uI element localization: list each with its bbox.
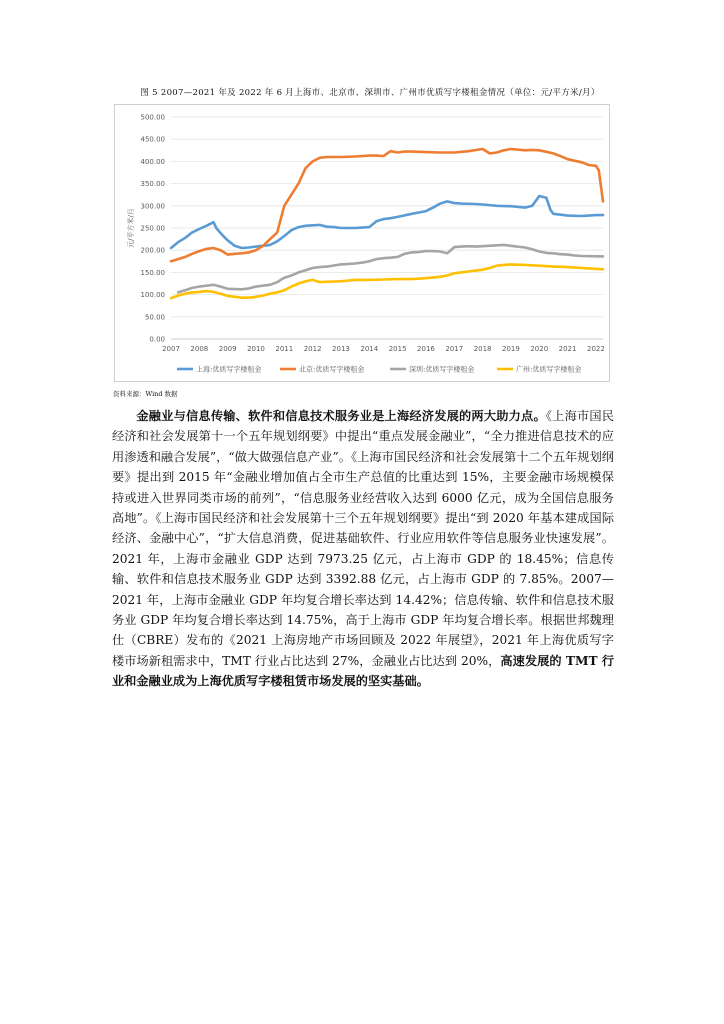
- x-tick-label: 2015: [388, 345, 407, 353]
- x-tick-label: 2013: [332, 345, 350, 353]
- paragraph-body: 《上海市国民经济和社会发展第十一个五年规划纲要》中提出“重点发展金融业”，“全力推进信息技术的应用渗透和融合发展”，“做大做强信息产业”。《上海市国民经济和社会发展第十二个五年规划纲要》提出到 2015 年“金融业增加值占全市生产总值的比重达到 15%，主要金融市场规模保持或进入世界同类市场的前列”，“信息服务业经营收入达到 6000 亿元，成为全国信息服务高地”。《上海市国民经济和社会发展第十三个五年规划纲要》提出“到 2020 年基本建成国际经济、金融中心”，“扩大信息消费，促进基础软件、行业应用软件等信息服务业快速发展”。2021 年，上海市金融业 GDP 达到 7973.25 亿元，占上海市 GDP 的 18.45%；信息传输、软件和信息技术服务业 GDP 达到 3392.88 亿元，占上海市 GDP 的 7.85%。2007—2021 年，上海市金融业 GDP 年均复合增长率达到 14.42%；信息传输、软件和信息技术服务业 GDP 年均复合增长率达到 14.75%，高于上海市 GDP 年均复合增长率。根据世邦魏理仕（CBRE）发布的《2021 上海房地产市场回顾及 2022 年展望》，2021 年上海优质写字楼市场新租需求中，TMT 行业占比达到 27%，金融业占比达到 20%，: [112, 409, 615, 668]
- y-tick-label: 0.00: [149, 335, 165, 344]
- x-tick-label: 2018: [473, 345, 492, 353]
- legend-label: 深圳:优质写字楼租金: [409, 365, 475, 374]
- x-tick-label: 2014: [360, 345, 379, 353]
- figure-caption: 图 5 2007—2021 年及 2022 年 6 月上海市、北京市、深圳市、广州市优质写字楼租金情况（单位：元/平方米/月）: [140, 88, 600, 98]
- legend-label: 广州:优质写字楼租金: [516, 365, 582, 374]
- y-axis-label: 元/平方米/月: [127, 208, 135, 248]
- x-tick-label: 2007: [162, 345, 180, 353]
- series-line: [171, 264, 603, 298]
- y-tick-label: 100.00: [140, 291, 165, 300]
- x-tick-label: 2020: [530, 345, 549, 353]
- x-tick-label: 2012: [303, 345, 322, 353]
- y-tick-label: 250.00: [140, 224, 165, 233]
- x-tick-label: 2019: [502, 345, 520, 353]
- y-tick-label: 200.00: [140, 246, 165, 255]
- x-tick-label: 2008: [190, 345, 209, 353]
- body-paragraph: [112, 406, 614, 692]
- rent-line-chart: [114, 104, 610, 382]
- x-tick-label: 2022: [587, 345, 605, 353]
- legend-label: 北京:优质写字楼租金: [299, 365, 365, 374]
- y-tick-label: 50.00: [144, 313, 165, 322]
- x-tick-label: 2009: [218, 345, 237, 353]
- y-tick-label: 450.00: [140, 135, 165, 144]
- y-tick-label: 500.00: [140, 113, 165, 122]
- x-tick-label: 2011: [275, 345, 294, 353]
- series-line: [171, 196, 603, 248]
- y-tick-label: 400.00: [140, 157, 165, 166]
- figure-source: 资料来源：Wind 数据: [113, 390, 178, 398]
- paragraph-lead: 金融业与信息传输、软件和信息技术服务业是上海经济发展的两大助力点。: [136, 409, 546, 423]
- x-tick-label: 2016: [417, 345, 435, 353]
- y-tick-label: 300.00: [140, 202, 165, 211]
- chart-svg: [115, 105, 609, 381]
- y-tick-label: 350.00: [140, 180, 165, 189]
- x-tick-label: 2021: [558, 345, 577, 353]
- series-line: [171, 149, 603, 261]
- x-tick-label: 2017: [445, 345, 464, 353]
- x-tick-label: 2010: [247, 345, 265, 353]
- legend-label: 上海:优质写字楼租金: [196, 365, 262, 374]
- paragraph-conclusion: 高速发展的 TMT 行业和金融业成为上海优质写字楼租赁市场发展的坚实基础。: [112, 653, 614, 689]
- y-tick-label: 150.00: [140, 268, 165, 277]
